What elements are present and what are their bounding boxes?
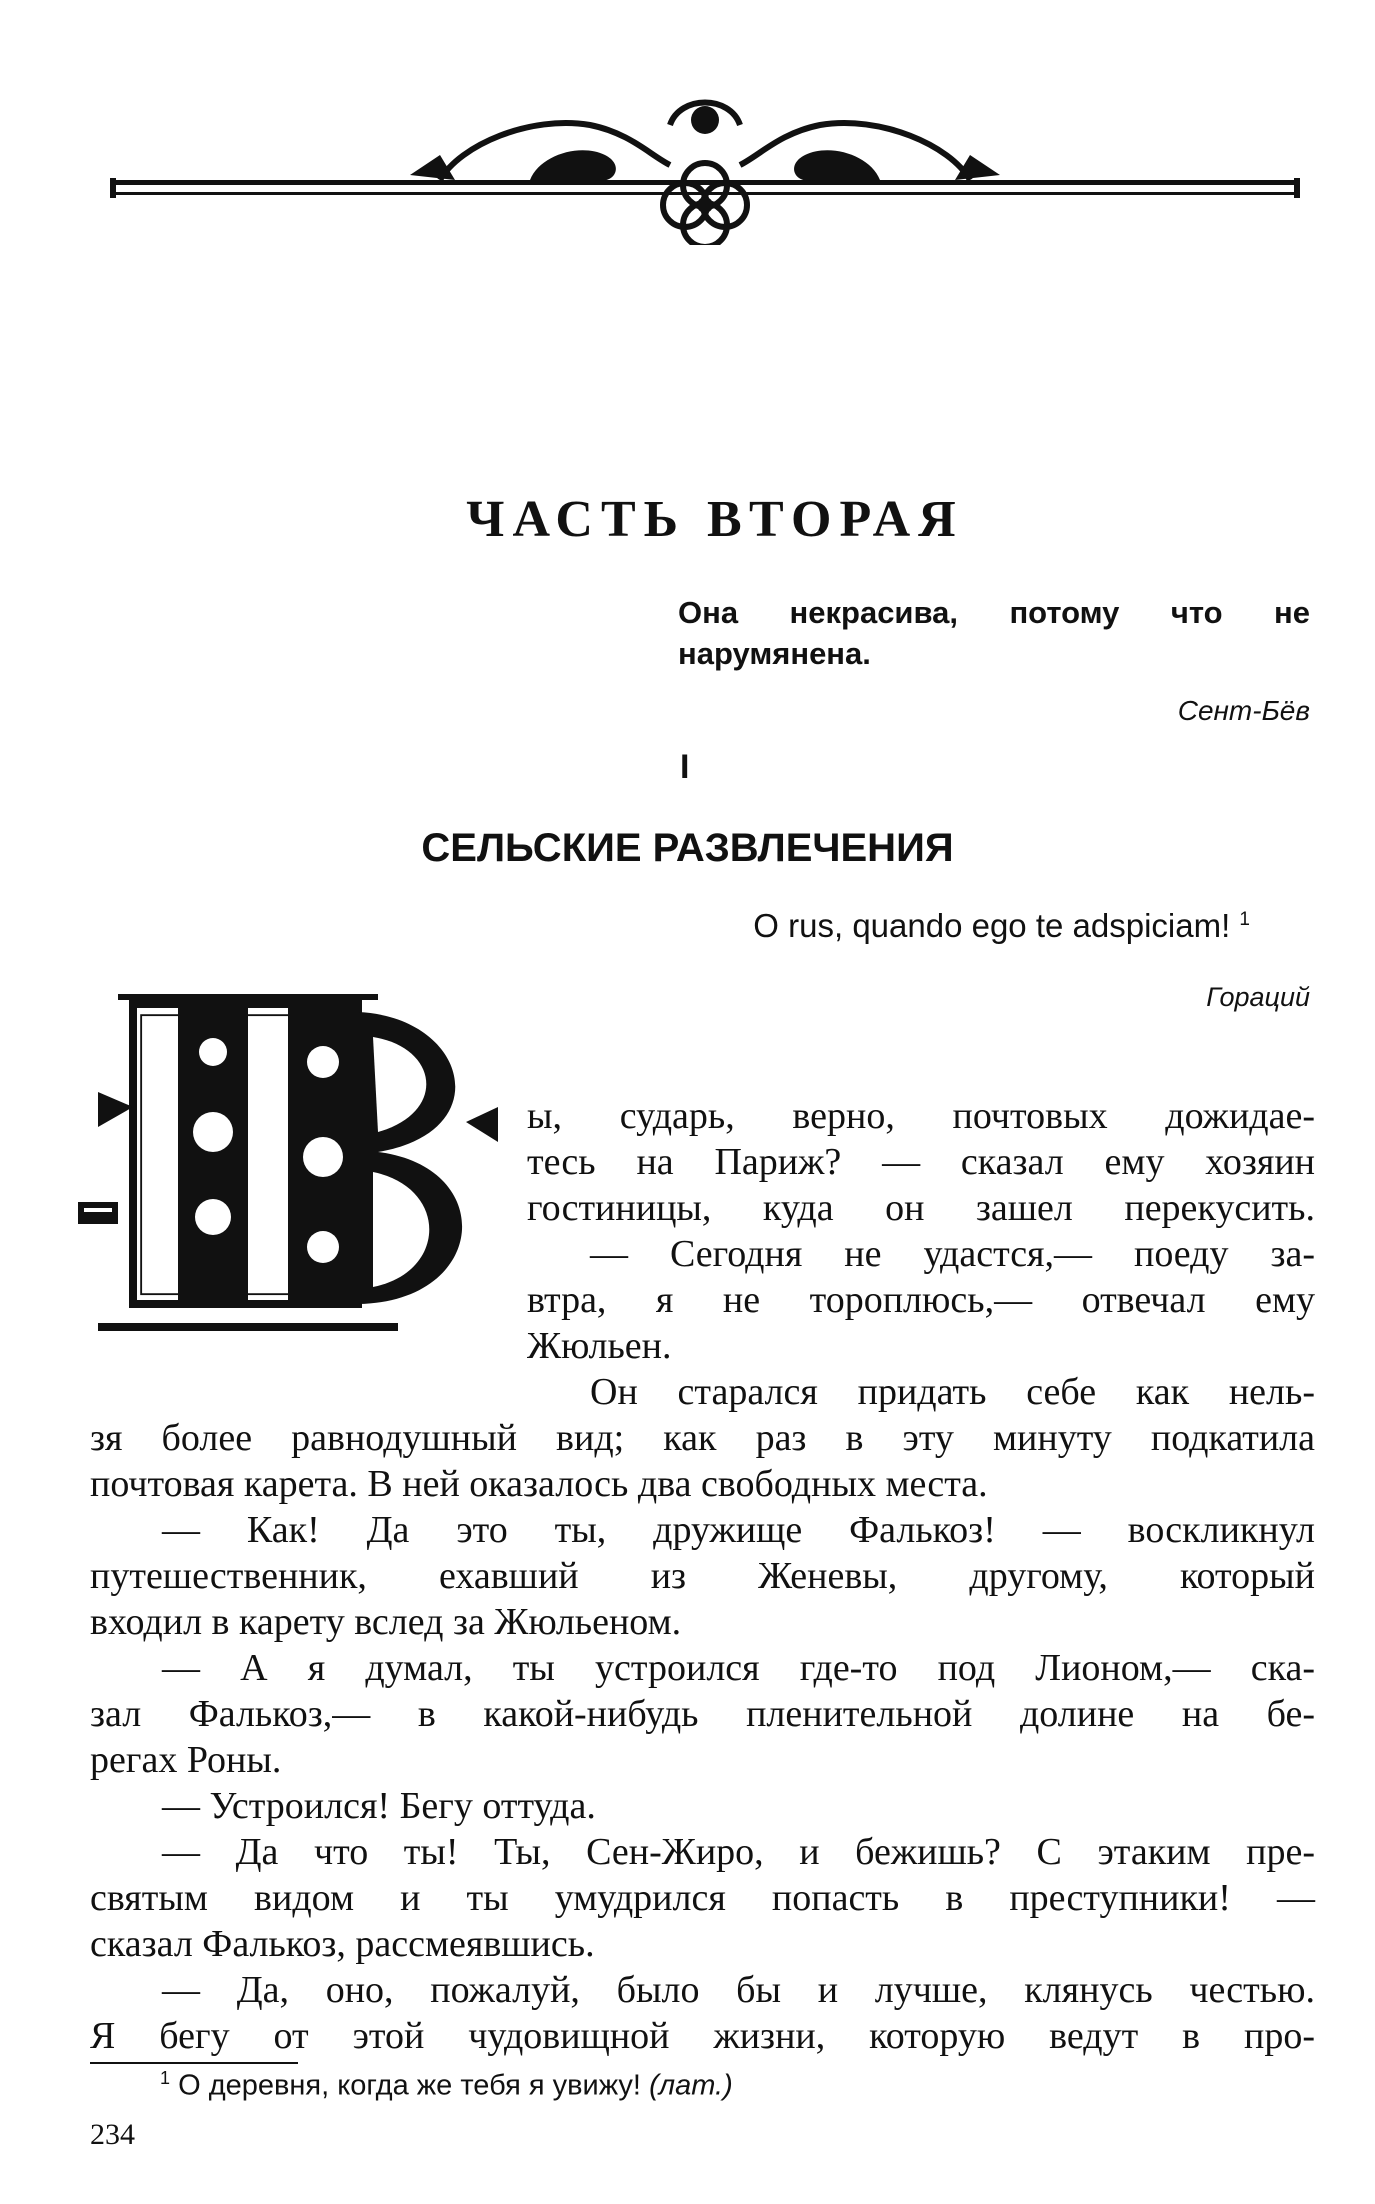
- body-line: зал Фалькоз,— в какой-нибудь пленительной долине на бе-: [90, 1693, 1315, 1735]
- body-line: Он старался придать себе как нель-: [590, 1371, 1315, 1413]
- body-line: почтовая карета. В ней оказалось два свободных места.: [90, 1463, 988, 1505]
- header-ornament-icon: [110, 85, 1300, 245]
- body-line: втра, я не тороплюсь,— отвечал ему: [527, 1279, 1315, 1321]
- body-line: сказал Фалькоз, рассмеявшись.: [90, 1923, 595, 1965]
- chapter-epigraph: [753, 907, 1250, 945]
- epigraph-author: Сент-Бёв: [1177, 695, 1310, 726]
- chapter-epigraph-text: O rus, quando ego te adspiciam!: [753, 907, 1231, 944]
- body-line: Жюльен.: [527, 1325, 672, 1367]
- body-line: — Устроился! Бегу оттуда.: [162, 1785, 596, 1827]
- body-line: — Как! Да это ты, дружище Фалькоз! — воскликнул: [162, 1509, 1315, 1551]
- body-line: путешественник, ехавший из Женевы, другому, который: [90, 1555, 1315, 1597]
- footnote-lang: (лат.): [649, 2069, 733, 2102]
- page-number: 234: [90, 2118, 135, 2151]
- body-line: — Сегодня не удастся,— поеду за-: [590, 1233, 1315, 1275]
- part-title: ЧАСТЬ ВТОРАЯ: [466, 491, 964, 548]
- body-line: Я бегу от этой чудовищной жизни, которую ведут в про-: [90, 2015, 1315, 2057]
- body-line: зя более равнодушный вид; как раз в эту минуту подкатила: [90, 1417, 1315, 1459]
- body-line: святым видом и ты умудрился попасть в преступники! —: [90, 1877, 1315, 1919]
- body-line: — Да что ты! Ты, Сен-Жиро, и бежишь? С этаким пре-: [162, 1831, 1315, 1873]
- epigraph-text: Она некрасива, потому что не нарумянена.: [678, 595, 1310, 671]
- body-line: тесь на Париж? — сказал ему хозяин: [527, 1141, 1315, 1183]
- body-line: регах Роны.: [90, 1739, 282, 1781]
- body-line: — Да, оно, пожалуй, было бы и лучше, клянусь честью.: [162, 1969, 1315, 2011]
- footnote-divider: [90, 2062, 298, 2064]
- chapter-title: СЕЛЬСКИЕ РАЗВЛЕЧЕНИЯ: [421, 826, 954, 870]
- chapter-number: I: [680, 748, 690, 786]
- footnote-marker: 1: [1239, 909, 1250, 930]
- chapter-epigraph-author: Гораций: [1206, 982, 1310, 1012]
- footnote-mark: 1: [160, 2068, 171, 2088]
- footnote: [160, 2068, 733, 2103]
- body-line: — А я думал, ты устроился где-то под Лионом,— ска-: [162, 1647, 1315, 1689]
- drop-cap-letter: [78, 992, 508, 1352]
- body-line: гостиницы, куда он зашел перекусить.: [527, 1187, 1315, 1229]
- footnote-text: О деревня, когда же тебя я увижу!: [178, 2069, 641, 2102]
- body-line: ы, сударь, верно, почтовых дожидае-: [527, 1095, 1315, 1137]
- body-line: входил в карету вслед за Жюльеном.: [90, 1601, 682, 1643]
